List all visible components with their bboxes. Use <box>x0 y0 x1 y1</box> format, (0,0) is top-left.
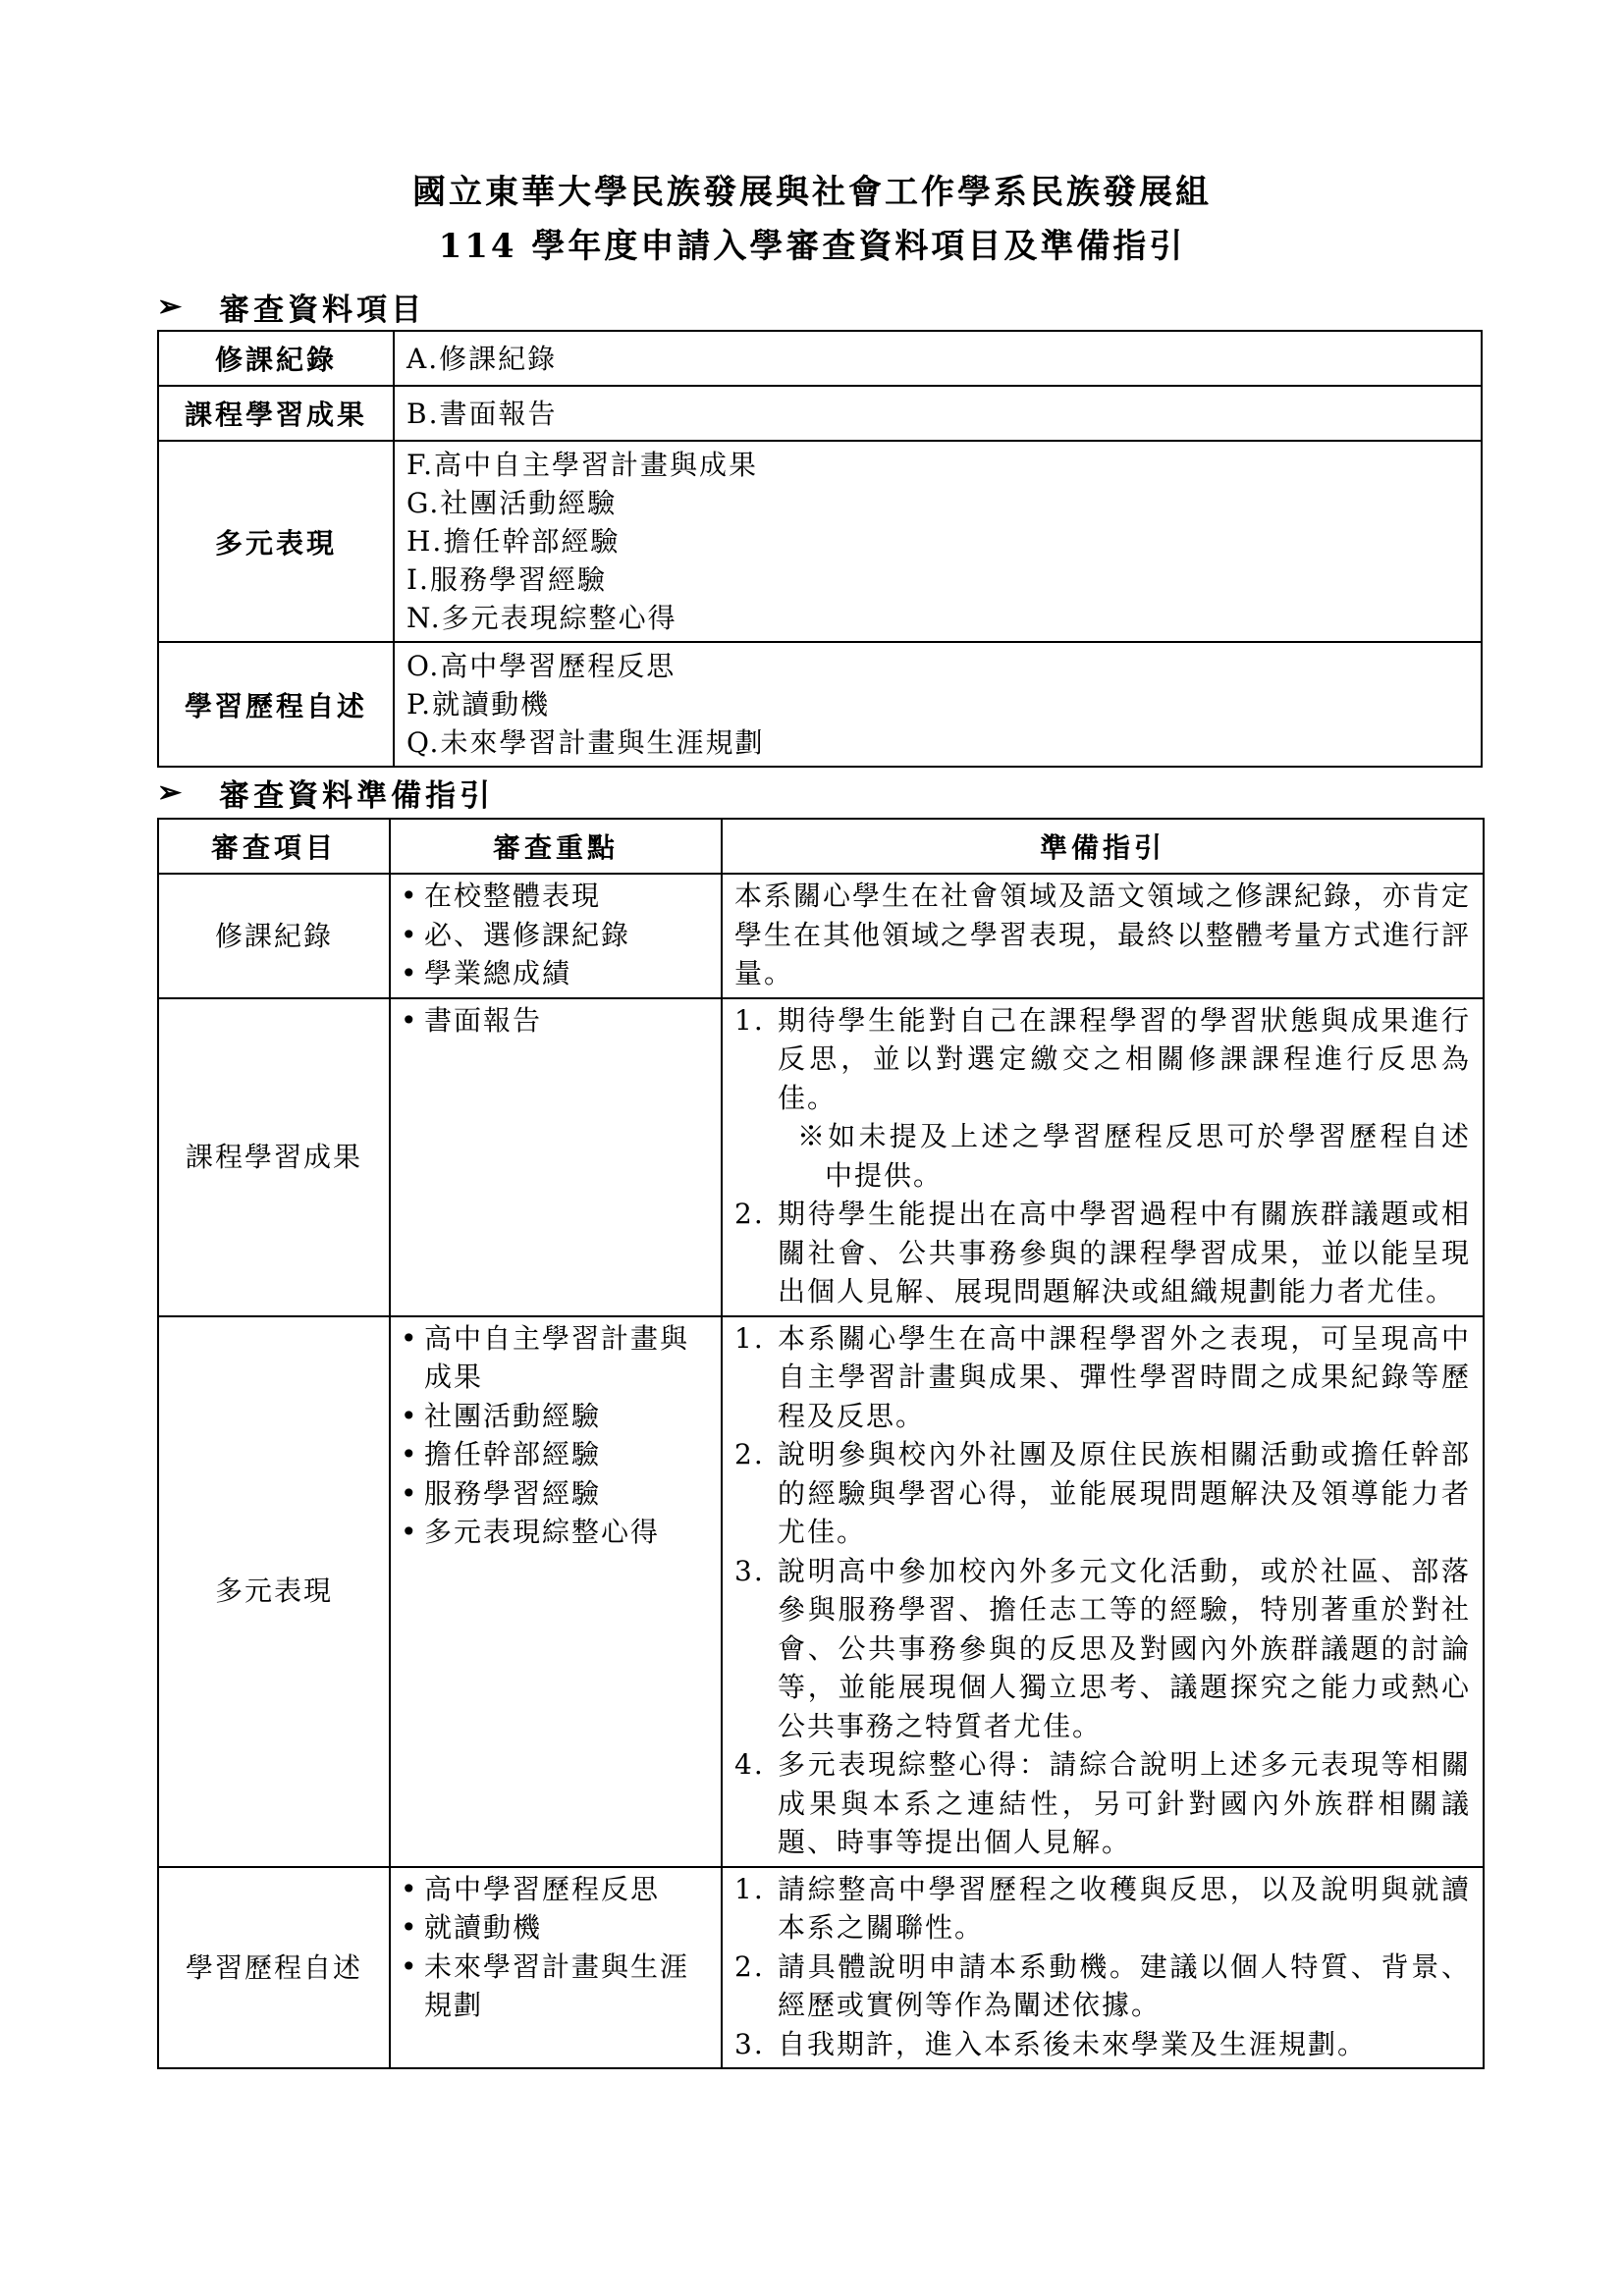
section-heading-review-items <box>157 285 425 329</box>
list-item: A.修課紀錄 <box>406 342 558 375</box>
list-item: • 高中自主學習計畫與成果 <box>401 1319 713 1397</box>
row-key: 課程學習成果 <box>158 386 394 441</box>
row-key: 修課紀錄 <box>158 331 394 386</box>
list-item: P.就讀動機 <box>406 688 551 721</box>
review-item-cell: 學習歷程自述 <box>158 1867 390 2069</box>
list-item: H.擔任幹部經驗 <box>406 525 621 558</box>
table-row <box>158 642 1482 767</box>
guide-note: ※如未提及上述之學習歷程反思可於學習歷程自述中提供。 <box>797 1120 1471 1192</box>
list-item: • 社團活動經驗 <box>401 1397 713 1436</box>
item-number: 3. <box>734 1554 765 1587</box>
guide-table <box>157 818 1485 2069</box>
guide-text: 說明參與校內外社團及原住民族相關活動或擔任幹部的經驗與學習心得，並能展現問題解決及領導能力者尤佳。 <box>778 1438 1471 1548</box>
list-item: • 服務學習經驗 <box>401 1474 713 1514</box>
guide-text: 請具體說明申請本系動機。建議以個人特質、背景、經歷或實例等作為闡述依據。 <box>778 1949 1471 2021</box>
list-item: • 就讀動機 <box>401 1908 713 1948</box>
guide-cell <box>722 998 1484 1316</box>
item-number: 1. <box>734 1872 765 1905</box>
item-number: 2. <box>734 1198 765 1230</box>
focus-cell <box>390 998 722 1316</box>
row-key: 多元表現 <box>158 441 394 642</box>
review-item-cell: 課程學習成果 <box>158 998 390 1316</box>
section-heading-text: 審查資料準備指引 <box>219 778 495 814</box>
table-row <box>158 1867 1484 2069</box>
list-item: • 高中學習歷程反思 <box>401 1870 713 1909</box>
row-key: 學習歷程自述 <box>158 642 394 767</box>
item-number: 4. <box>734 1748 765 1781</box>
row-values <box>394 386 1482 441</box>
item-number: 2. <box>734 1949 765 1983</box>
guide-text: 多元表現綜整心得：請綜合說明上述多元表現等相關成果與本系之連結性，另可針對國內外族群相關議題、時事等提出個人見解。 <box>778 1748 1471 1858</box>
table-header-row <box>158 819 1484 874</box>
table-row <box>158 998 1484 1316</box>
table-row <box>158 386 1482 441</box>
section-heading-guide <box>157 771 494 815</box>
guide-text: 自我期許，進入本系後未來學業及生涯規劃。 <box>778 2027 1368 2060</box>
guide-text: 請綜整高中學習歷程之收穫與反思，以及說明與就讀本系之關聯性。 <box>778 1872 1471 1944</box>
guide-text: 期待學生能提出在高中學習過程中有關族群議題或相關社會、公共事務參與的課程學習成果，並以能呈現出個人見解、展現問題解決或組織規劃能力者尤佳。 <box>778 1198 1471 1308</box>
guide-item <box>734 2025 1471 2064</box>
list-item: B.書面報告 <box>406 397 558 430</box>
item-number: 3. <box>734 2027 765 2060</box>
guide-cell <box>722 1867 1484 2069</box>
section-heading-text: 審查資料項目 <box>219 293 426 328</box>
list-item: • 擔任幹部經驗 <box>401 1435 713 1474</box>
list-item: F.高中自主學習計畫與成果 <box>406 449 758 481</box>
list-item: • 多元表現綜整心得 <box>401 1513 713 1552</box>
guide-item <box>734 1319 1471 1436</box>
list-item: G.社團活動經驗 <box>406 487 618 519</box>
list-item: O.高中學習歷程反思 <box>406 650 677 682</box>
guide-text: 期待學生能對自己在課程學習的學習狀態與成果進行反思，並以對選定繳交之相關修課課程進行反思為佳。 <box>778 1003 1471 1114</box>
list-item: I.服務學習經驗 <box>406 563 607 596</box>
guide-item <box>734 1552 1471 1746</box>
row-values <box>394 331 1482 386</box>
list-item: • 書面報告 <box>401 1001 713 1041</box>
guide-text: 本系關心學生在社會領域及語文領域之修課紀錄，亦肯定學生在其他領域之學習表現，最終以整體考量方式進行評量。 <box>734 880 1472 989</box>
focus-cell <box>390 874 722 998</box>
arrow-bullet-icon: ➢ <box>157 290 187 324</box>
list-item: Q.未來學習計畫與生涯規劃 <box>406 726 765 759</box>
item-number: 1. <box>734 1321 765 1355</box>
list-item: • 必、選修課紀錄 <box>401 916 713 955</box>
guide-item <box>734 1948 1471 2025</box>
list-item: N.多元表現綜整心得 <box>406 602 677 634</box>
list-item: • 未來學習計畫與生涯規劃 <box>401 1948 713 2025</box>
column-header: 審查項目 <box>158 819 390 874</box>
guide-item <box>734 1435 1471 1552</box>
row-values <box>394 441 1482 642</box>
review-items-table <box>157 330 1483 768</box>
guide-item <box>734 1001 1471 1196</box>
column-header: 準備指引 <box>722 819 1484 874</box>
list-item: • 在校整體表現 <box>401 877 713 916</box>
focus-cell <box>390 1867 722 2069</box>
focus-cell <box>390 1316 722 1867</box>
item-number: 1. <box>734 1003 765 1037</box>
guide-item <box>734 1745 1471 1862</box>
review-item-cell: 多元表現 <box>158 1316 390 1867</box>
guide-text: 本系關心學生在高中課程學習外之表現，可呈現高中自主學習計畫與成果、彈性學習時間之成果紀錄等歷程及反思。 <box>778 1321 1471 1432</box>
guide-item <box>734 1195 1471 1311</box>
arrow-bullet-icon: ➢ <box>157 775 187 810</box>
table-row <box>158 1316 1484 1867</box>
row-values <box>394 642 1482 767</box>
column-header: 審查重點 <box>390 819 722 874</box>
item-number: 2. <box>734 1438 765 1470</box>
document-title-line2: 114 學年度申請入學審查資料項目及準備指引 <box>438 227 1186 266</box>
guide-item <box>734 1870 1471 1948</box>
table-row <box>158 331 1482 386</box>
guide-cell <box>722 1316 1484 1867</box>
document-title-line1: 國立東華大學民族發展與社會工作學系民族發展組 <box>412 173 1212 212</box>
guide-cell <box>722 874 1484 998</box>
guide-text: 說明高中參加校內外多元文化活動，或於社區、部落參與服務學習、擔任志工等的經驗，特別著重於對社會、公共事務參與的反思及對國內外族群議題的討論等，並能展現個人獨立思考、議題探究之能力或熱心公共事務之特質者尤佳。 <box>778 1554 1471 1742</box>
review-item-cell: 修課紀錄 <box>158 874 390 998</box>
table-row <box>158 874 1484 998</box>
table-row <box>158 441 1482 642</box>
list-item: • 學業總成績 <box>401 954 713 993</box>
